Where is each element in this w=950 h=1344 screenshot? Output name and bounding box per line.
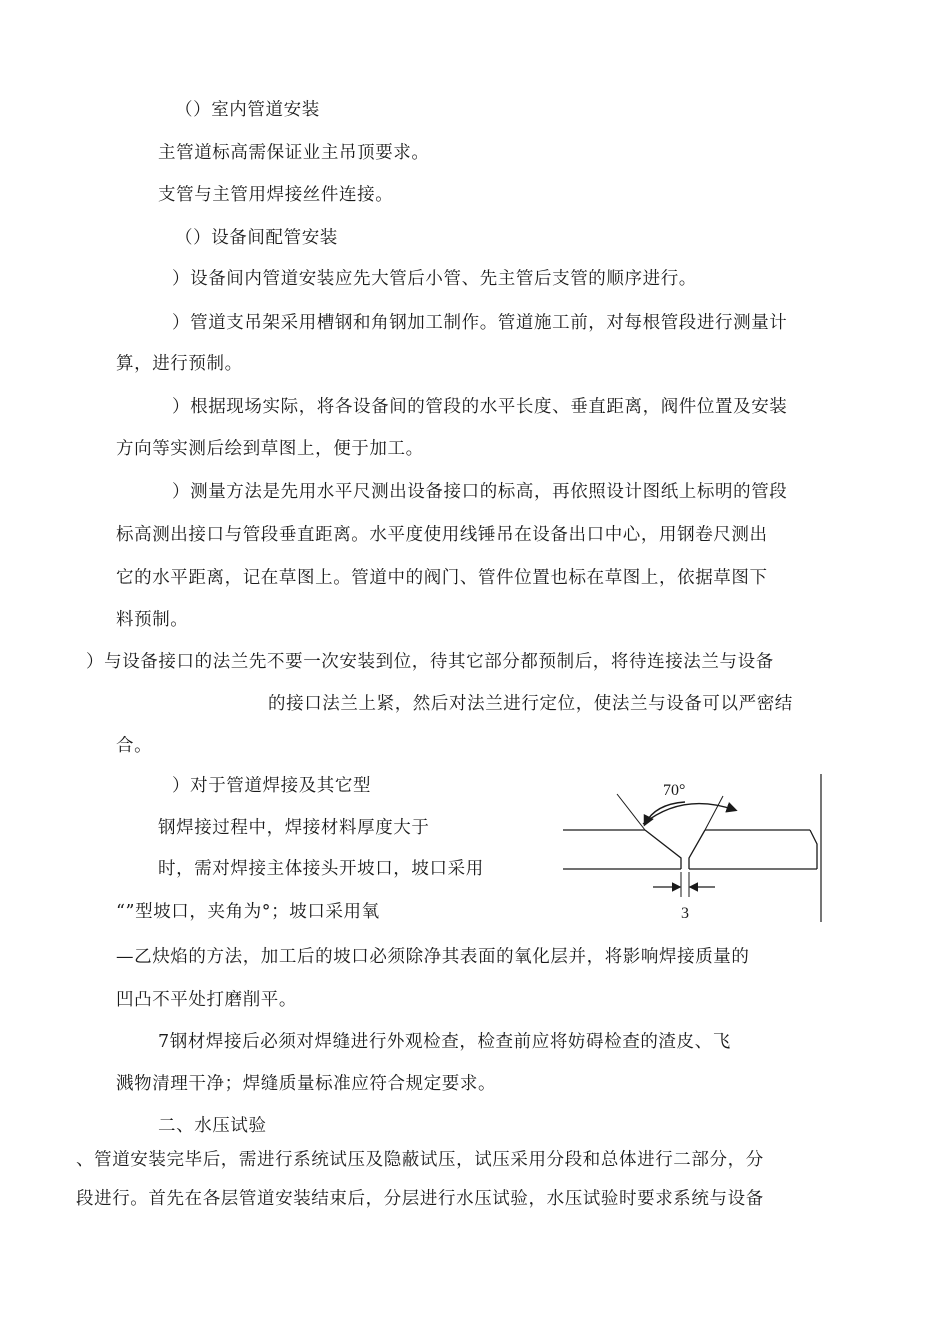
paragraph-line: 方向等实测后绘到草图上，便于加工。	[116, 439, 424, 459]
paragraph-line: 料预制。	[116, 610, 189, 630]
paragraph-line: 它的水平距离，记在草图上。管道中的阀门、管件位置也标在草图上，依据草图下	[116, 568, 768, 588]
section-heading-equipment-room: （）设备间配管安装	[175, 228, 338, 248]
paragraph-line: 算，进行预制。	[116, 354, 243, 374]
paragraph-line: 钢焊接过程中，焊接材料厚度大于	[158, 818, 430, 838]
paragraph-line: 凹凸不平处打磨削平。	[116, 990, 297, 1010]
paragraph-line: ）与设备接口的法兰先不要一次安装到位，待其它部分都预制后，将待连接法兰与设备	[86, 652, 774, 672]
paragraph-line: ）对于管道焊接及其它型	[172, 776, 372, 796]
paragraph-line: 、管道安装完毕后，需进行系统试压及隐蔽试压，试压采用分段和总体进行二部分，分	[76, 1150, 764, 1170]
weld-groove-diagram	[555, 772, 825, 927]
section-heading-indoor-pipe: （）室内管道安装	[175, 100, 320, 120]
paragraph-line: 时，需对焊接主体接头开坡口，坡口采用	[158, 859, 484, 879]
paragraph-line: 7钢材焊接后必须对焊缝进行外观检查，检查前应将妨碍检查的渣皮、飞	[158, 1032, 731, 1052]
gap-label: 3	[681, 905, 689, 922]
paragraph-line: “”型坡口，夹角为°；坡口采用氧	[116, 902, 380, 922]
paragraph-line: ）管道支吊架采用槽钢和角钢加工制作。管道施工前，对每根管段进行测量计	[172, 313, 788, 333]
paragraph-line: 溅物清理干净；焊缝质量标准应符合规定要求。	[116, 1074, 497, 1094]
paragraph-line: 主管道标高需保证业主吊顶要求。	[158, 143, 430, 163]
paragraph-line: ）设备间内管道安装应先大管后小管、先主管后支管的顺序进行。	[172, 269, 697, 289]
paragraph-line: ）根据现场实际，将各设备间的管段的水平长度、垂直距离，阀件位置及安装	[172, 397, 788, 417]
paragraph-line: 合。	[116, 736, 153, 756]
paragraph-line: 支管与主管用焊接丝件连接。	[158, 185, 394, 205]
section-heading-hydrostatic-test: 二、水压试验	[158, 1116, 267, 1136]
paragraph-line: ）测量方法是先用水平尺测出设备接口的标高，再依照设计图纸上标明的管段	[172, 482, 788, 502]
paragraph-line: 标高测出接口与管段垂直距离。水平度使用线锤吊在设备出口中心，用钢卷尺测出	[116, 525, 768, 545]
paragraph-line: 段进行。首先在各层管道安装结束后，分层进行水压试验，水压试验时要求系统与设备	[76, 1189, 764, 1209]
paragraph-line: —乙炔焰的方法，加工后的坡口必须除净其表面的氧化层并，将影响焊接质量的	[116, 947, 750, 967]
paragraph-line: 的接口法兰上紧，然后对法兰进行定位，使法兰与设备可以严密结	[268, 694, 793, 714]
angle-label: 70°	[663, 782, 686, 799]
